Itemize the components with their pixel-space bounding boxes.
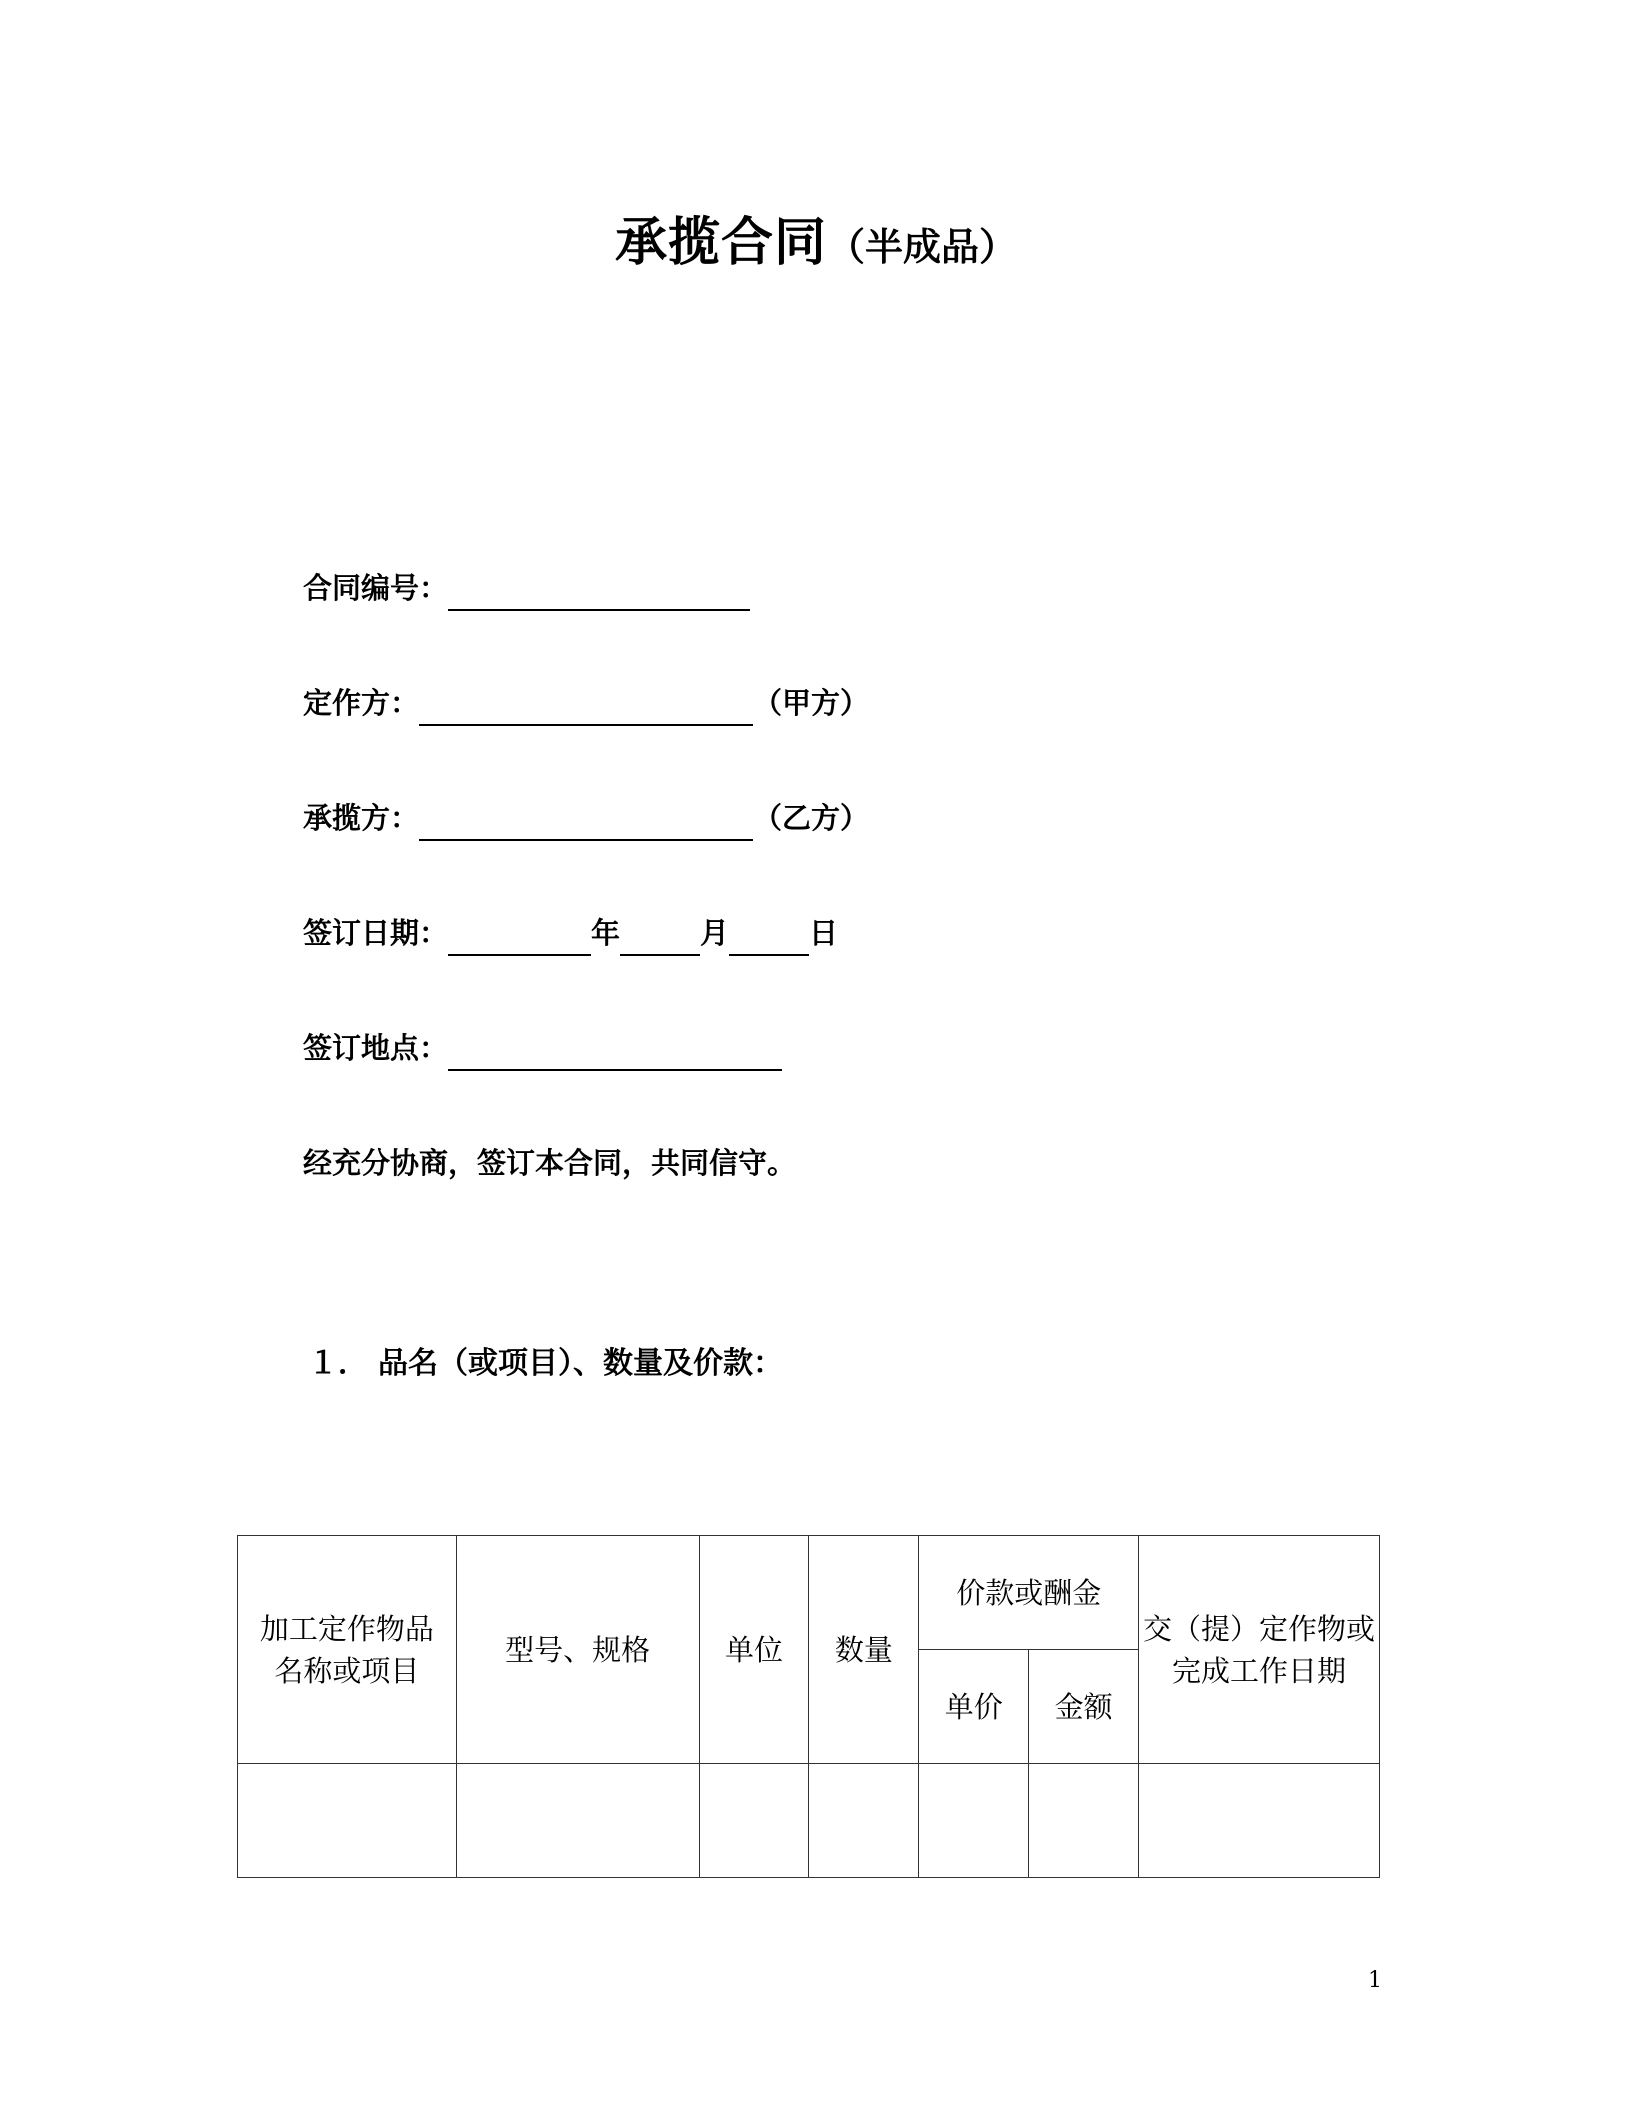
sign-place-row — [303, 1026, 782, 1067]
contract-number-blank[interactable] — [448, 579, 750, 611]
header-delivery-line2: 完成工作日期 — [1172, 1653, 1347, 1688]
sign-date-label: 签订日期： — [303, 916, 449, 950]
orderer-blank[interactable] — [419, 694, 753, 726]
header-delivery-date — [1139, 1536, 1380, 1764]
items-table — [237, 1535, 1380, 1878]
contractor-label: 承揽方： — [303, 801, 420, 835]
section-1-heading — [308, 1338, 783, 1382]
title-sub: （半成品） — [827, 225, 1018, 269]
header-item-name-line1: 加工定作物品 — [259, 1611, 434, 1646]
header-unit-price: 单价 — [919, 1650, 1029, 1764]
agreement-text: 经充分协商，签订本合同，共同信守。 — [303, 1146, 797, 1180]
header-model: 型号、规格 — [456, 1536, 699, 1764]
orderer-row — [303, 681, 869, 722]
day-label: 日 — [809, 916, 839, 950]
contractor-suffix: （乙方） — [753, 801, 870, 835]
cell-delivery-date[interactable] — [1139, 1764, 1380, 1878]
year-blank[interactable] — [448, 924, 591, 956]
header-unit: 单位 — [699, 1536, 809, 1764]
contract-number-label: 合同编号： — [303, 571, 449, 605]
cell-unit[interactable] — [699, 1764, 809, 1878]
contract-number-row — [303, 566, 750, 607]
cell-quantity[interactable] — [809, 1764, 919, 1878]
contractor-row — [303, 796, 869, 837]
cell-amount[interactable] — [1029, 1764, 1139, 1878]
orderer-label: 定作方： — [303, 686, 420, 720]
document-title — [0, 200, 1632, 275]
page-number: 1 — [1368, 1968, 1382, 1993]
cell-model[interactable] — [456, 1764, 699, 1878]
header-delivery-line1: 交（提）定作物或 — [1143, 1611, 1376, 1646]
section-1-title: 品名（或项目）、数量及价款： — [378, 1346, 783, 1381]
cell-unit-price[interactable] — [919, 1764, 1029, 1878]
section-1-number: １． — [308, 1346, 368, 1381]
header-amount: 金额 — [1029, 1650, 1139, 1764]
sign-place-blank[interactable] — [448, 1039, 782, 1071]
year-label: 年 — [591, 916, 621, 950]
contractor-blank[interactable] — [419, 809, 753, 841]
title-main: 承揽合同 — [614, 213, 827, 273]
sign-place-label: 签订地点： — [303, 1031, 449, 1065]
cell-item-name[interactable] — [238, 1764, 457, 1878]
month-blank[interactable] — [620, 924, 700, 956]
table-row — [238, 1764, 1380, 1878]
header-item-name — [238, 1536, 457, 1764]
orderer-suffix: （甲方） — [753, 686, 870, 720]
header-quantity: 数量 — [809, 1536, 919, 1764]
day-blank[interactable] — [729, 924, 809, 956]
header-price-group: 价款或酬金 — [919, 1536, 1139, 1650]
month-label: 月 — [700, 916, 730, 950]
header-item-name-line2: 名称或项目 — [274, 1653, 420, 1688]
sign-date-row — [303, 911, 838, 952]
